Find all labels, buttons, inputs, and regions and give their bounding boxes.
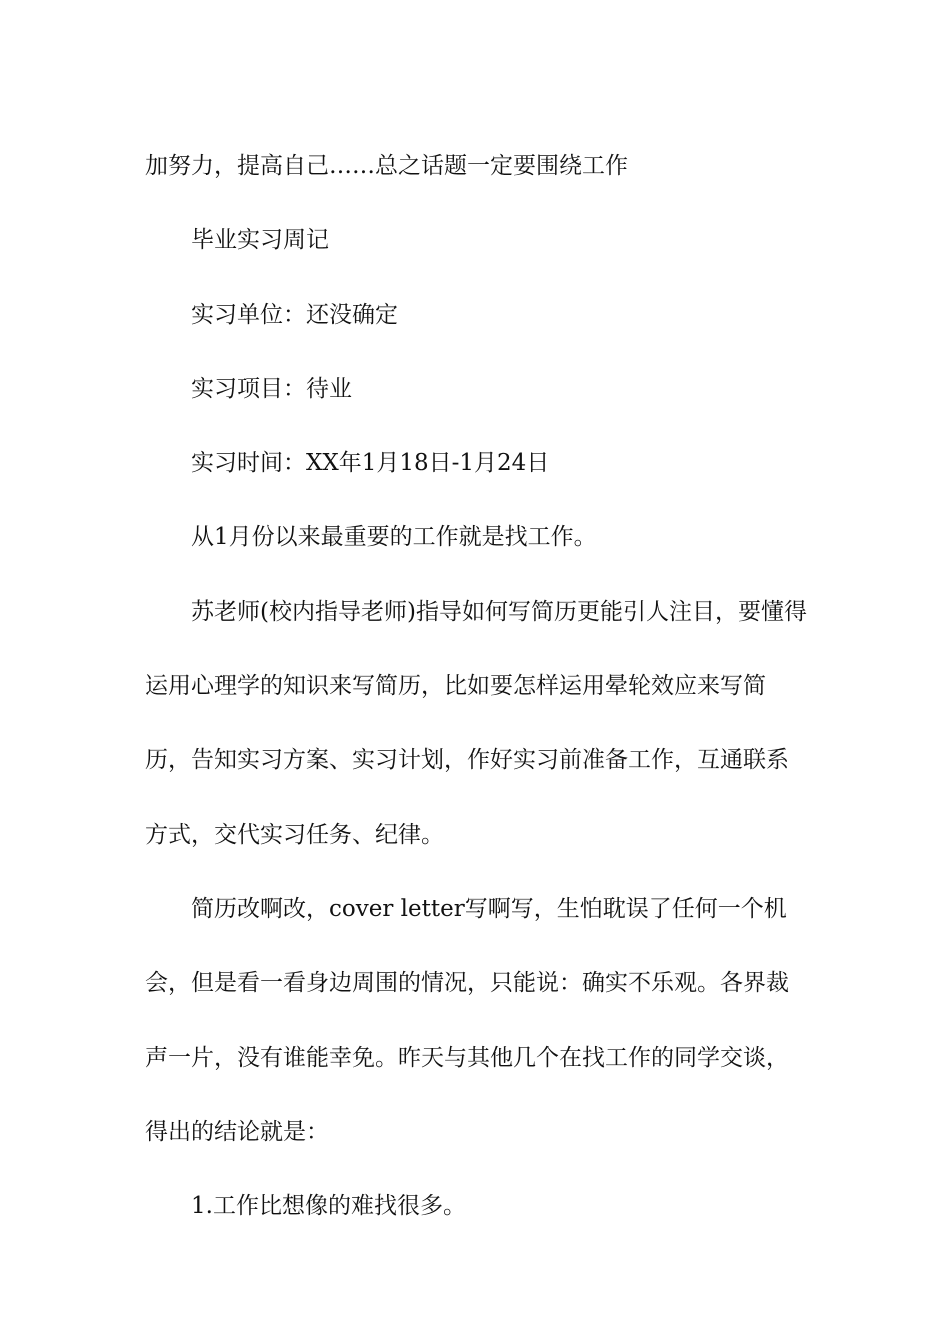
paragraph-teacher-guidance: 苏老师(校内指导老师)指导如何写简历更能引人注目，要懂得运用心理学的知识来写简历，比如要怎样运用晕轮效应来写简历，告知实习方案、实习计划，作好实习前准备工作，互通联系方式，交代实习任务、纪律。 [145,598,807,848]
paragraph-resume-revision: 简历改啊改，cover letter写啊写，生怕耽误了任何一个机会，但是看一看身边周围的情况，只能说：确实不乐观。各界裁声一片，没有谁能幸免。昨天与其他几个在找工作的同学交谈，得出的结论就是： [145,895,789,1145]
paragraph-continuation: 加努力，提高自己……总之话题一定要围绕工作 [145,153,628,179]
document-body [145,129,810,1243]
internship-unit-line: 实习单位：还没确定 [191,301,398,328]
heading-weekly-journal: 毕业实习周记 [191,227,329,254]
internship-time-line: 实习时间：XX年1月18日-1月24日 [191,450,550,477]
internship-project-line: 实习项目：待业 [191,375,352,402]
list-item-1: 1.工作比想像的难找很多。 [191,1193,466,1220]
paragraph-job-search: 从1月份以来最重要的工作就是找工作。 [191,524,597,551]
